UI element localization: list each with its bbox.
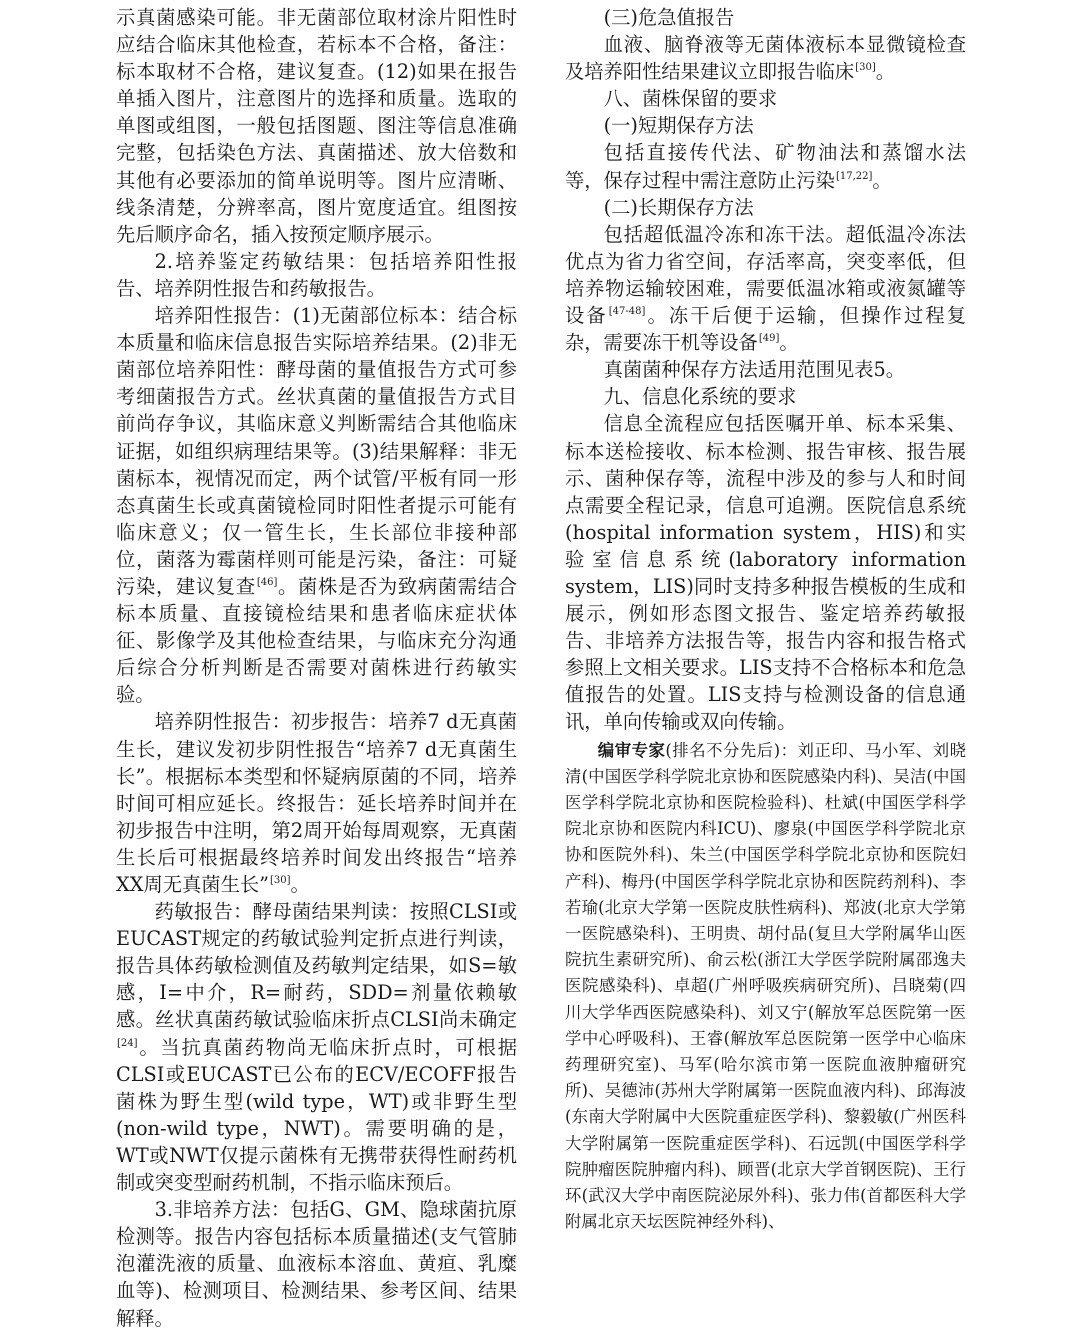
paragraph-text: 。 bbox=[290, 873, 310, 896]
paragraph-text: 。 bbox=[779, 331, 799, 355]
paragraph-text: (三)危急值报告 bbox=[603, 6, 735, 29]
citation-ref: [17,22] bbox=[835, 170, 873, 182]
paragraph-text: 。当抗真菌药物尚无临床折点时，可根据CLSI或EUCAST已公布的ECV/ECOFF报告菌株为野生型(wild type，WT)或非野生型(non-wild type，NWT)。需要明确的是，WT或NWT仅提示菌株有无携带获得性耐药机制或突变型耐药机制，不指示临床预后。 bbox=[116, 1035, 517, 1195]
paragraph bbox=[565, 31, 966, 85]
paragraph-text: 包括超低温冷冻和冻干法。超低温冷冻法优点为省力省空间，存活率高，突变率低，但培养物运输较困难，需要低温冰箱或液氮罐等设备 bbox=[565, 222, 966, 328]
paragraph-text: 血液、脑脊液等无菌体液标本显微镜检查及培养阳性结果建议立即报告临床 bbox=[565, 33, 966, 84]
paragraph bbox=[116, 898, 517, 1196]
paragraph-text: 真菌菌种保存方法适用范围见表5。 bbox=[603, 358, 906, 382]
citation-ref: [49] bbox=[758, 333, 780, 345]
paragraph-text: 八、菌株保留的要求 bbox=[603, 87, 778, 111]
paragraph bbox=[565, 356, 966, 383]
paragraph bbox=[116, 302, 517, 708]
experts-paragraph bbox=[565, 738, 966, 1236]
experts-label: 编审专家 bbox=[597, 740, 666, 760]
paragraph-text: 。 bbox=[875, 60, 896, 84]
paragraph-text: 药敏报告：酵母菌结果判读：按照CLSI或EUCAST规定的药敏试验判定折点进行判读，报告具体药敏检测值及药敏判定结果，如S=敏感，I=中介，R=耐药，SDD=剂量依赖敏感。丝状真菌药敏试验临床折点CLSI尚未确定 bbox=[116, 900, 517, 1032]
paragraph bbox=[565, 221, 966, 356]
citation-ref: [46] bbox=[256, 576, 278, 588]
paragraph-text: 。冻干后便于运输，但操作过程复杂，需要冻干机等设备 bbox=[565, 304, 967, 355]
right-paragraphs bbox=[565, 4, 966, 736]
paragraph-text: 九、信息化系统的要求 bbox=[603, 385, 797, 409]
paragraph bbox=[116, 708, 517, 898]
paragraph-text: 示真菌感染可能。非无菌部位取材涂片阳性时应结合临床其他检查，若标本不合格，备注：标本取材不合格，建议复查。(12)如果在报告单插入图片，注意图片的选择和质量。选取的单图或组图，一般包括图题、图注等信息准确完整，包括染色方法、真菌描述、放大倍数和其他有必要添加的简单说明等。图片应清晰、线条清楚，分辨率高，图片宽度适宜。组图按先后顺序命名，插入按预定顺序展示。 bbox=[116, 6, 517, 246]
right-column bbox=[565, 4, 966, 1235]
citation-ref: [24] bbox=[117, 1037, 138, 1049]
paragraph bbox=[116, 248, 517, 302]
left-column bbox=[116, 4, 517, 1332]
paragraph bbox=[565, 112, 966, 139]
paragraph bbox=[565, 194, 966, 221]
paragraph-text: 2.培养鉴定药敏结果：包括培养阳性报告、培养阴性报告和药敏报告。 bbox=[116, 249, 517, 300]
paragraph-text: (一)短期保存方法 bbox=[603, 114, 754, 138]
paragraph-text: 。菌株是否为致病菌需结合标本质量、直接镜检结果和患者临床症状体征、影像学及其他检查结果，与临床充分沟通后综合分析判断是否需要对菌株进行药敏实验。 bbox=[116, 574, 518, 707]
experts-text: (排名不分先后)：刘正印、马小军、刘晓清(中国医学科学院北京协和医院感染内科)、吴洁(中国医学科学院北京协和医院检验科)、杜斌(中国医学科学院北京协和医院内科ICU)、廖泉(中国医学科学院北京协和医院外科)、朱兰(中国医学科学院北京协和医院妇产科)、梅丹(中国医学科学院北京协和医院药剂科)、李若瑜(北京大学第一医院皮肤性病科)、郑波(北京大学第一医院感染科)、王明贵、胡付品(复旦大学附属华山医院抗生素研究所)、俞云松(浙江大学医学院附属邵逸夫医院感染科)、卓超(广州呼吸疾病研究所)、吕晓菊(四川大学华西医院感染科)、刘又宁(解放军总医院第一医学中心呼吸科)、王睿(解放军总医院第一医学中心临床药理研究室)、马军(哈尔滨市第一医院血液肿瘤研究所)、吴德沛(苏州大学附属第一医院血液内科)、邱海波(东南大学附属中大医院重症医学科)、黎毅敏(广州医科大学附属第一医院重症医学科)、石远凯(中国医学科学院肿瘤医院肿瘤内科)、顾晋(北京大学首钢医院)、王行环(武汉大学中南医院泌尿外科)、张力伟(首都医科大学附属北京天坛医院神经外科)、 bbox=[565, 740, 967, 1232]
paragraph bbox=[565, 383, 966, 410]
paragraph bbox=[565, 139, 966, 193]
paragraph-text: 。 bbox=[872, 168, 892, 192]
paragraph bbox=[565, 410, 966, 735]
paragraph-text: 培养阴性报告：初步报告：培养7 d无真菌生长，建议发初步阴性报告“培养7 d无真菌生长”。根据标本类型和怀疑病原菌的不同，培养时间可相应延长。终报告：延长培养时间并在初步报告中注明，第2周开始每周观察，无真菌生长后可根据最终培养时间发出终报告“培养XX周无真菌生长” bbox=[116, 710, 517, 896]
paragraph bbox=[116, 1196, 517, 1331]
paragraph-text: 培养阳性报告：(1)无菌部位标本：结合标本质量和临床信息报告实际培养结果。(2)非无菌部位培养阳性：酵母菌的量值报告方式可参考细菌报告方式。丝状真菌的量值报告方式目前尚存争议，其临床意义判断需结合其他临床证据，如组织病理结果等。(3)结果解释：非无菌标本，视情况而定，两个试管/平板有同一形态真菌生长或真菌镜检同时阳性者提示可能有临床意义；仅一管生长，生长部位非接种部位，菌落为霉菌样则可能是污染，备注：可疑污染，建议复查 bbox=[116, 304, 517, 598]
paragraph bbox=[565, 85, 966, 112]
paragraph-text: 包括直接传代法、矿物油法和蒸馏水法等，保存过程中需注意防止污染 bbox=[565, 141, 966, 192]
citation-ref: [47-48] bbox=[608, 306, 646, 318]
paragraph bbox=[116, 4, 517, 248]
paragraph-text: 3.非培养方法：包括G、GM、隐球菌抗原检测等。报告内容包括标本质量描述(支气管肺泡灌洗液的质量、血液标本溶血、黄疸、乳糜血等)、检测项目、检测结果、参考区间、结果解释。 bbox=[116, 1198, 517, 1330]
citation-ref: [30] bbox=[270, 875, 291, 886]
paragraph bbox=[565, 4, 966, 31]
paragraph-text: (二)长期保存方法 bbox=[603, 195, 754, 219]
paragraph-text: 信息全流程应包括医嘱开单、标本采集、标本送检接收、标本检测、报告审核、报告展示、菌种保存等，流程中涉及的参与人和时间点需要全程记录，信息可追溯。医院信息系统(hospital information system，HIS)和实验室信息系统(laboratory information system，LIS)同时支持多种报告模板的生成和展示，例如形态图文报告、鉴定培养药敏报告、非培养方法报告等，报告内容和报告格式参照上文相关要求。LIS支持不合格标本和危急值报告的处置。LIS支持与检测设备的信息通讯，单向传输或双向传输。 bbox=[565, 412, 966, 734]
citation-ref: [30] bbox=[855, 62, 876, 74]
